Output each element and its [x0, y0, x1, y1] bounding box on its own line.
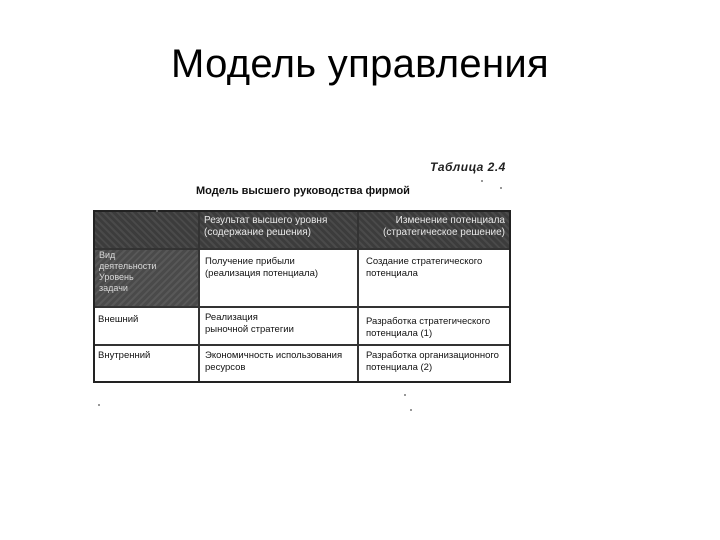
table-caption: Модель высшего руководства фирмой — [196, 185, 410, 197]
row-divider — [95, 344, 509, 346]
scan-noise — [481, 180, 483, 182]
table-cell: Разработка организационного потенциала (2) — [366, 350, 499, 373]
table-cell: Разработка стратегического потенциала (1) — [366, 316, 491, 339]
scan-noise — [410, 409, 412, 411]
table-cell: Экономичность использования ресурсов — [205, 350, 343, 373]
leadership-model-table — [93, 210, 511, 383]
header-corner-shaded — [95, 248, 198, 306]
scan-noise — [404, 394, 406, 396]
column-divider — [198, 212, 200, 381]
table-number: Таблица 2.4 — [430, 160, 506, 174]
header-cell-result: Результат высшего уровня (содержание решения) — [204, 215, 328, 238]
table-cell: Создание стратегического потенциала — [366, 256, 483, 279]
scan-noise — [156, 210, 158, 212]
scan-noise — [98, 404, 100, 406]
header-corner-text: Вид деятельности Уровень задачи — [99, 250, 157, 293]
row-label-internal: Внутренний — [98, 350, 151, 361]
row-divider — [95, 306, 509, 308]
table-cell: Получение прибыли (реализация потенциала) — [205, 256, 319, 279]
header-cell-potential: Изменение потенциала (стратегическое решение) — [383, 215, 505, 238]
row-divider — [95, 248, 509, 250]
scan-noise — [500, 187, 502, 189]
row-label-external: Внешний — [98, 314, 139, 325]
column-divider — [357, 212, 359, 381]
slide-title: Модель управления — [171, 42, 549, 86]
table-cell: Реализация рыночной стратегии — [205, 312, 294, 335]
table-header-row — [95, 212, 509, 248]
